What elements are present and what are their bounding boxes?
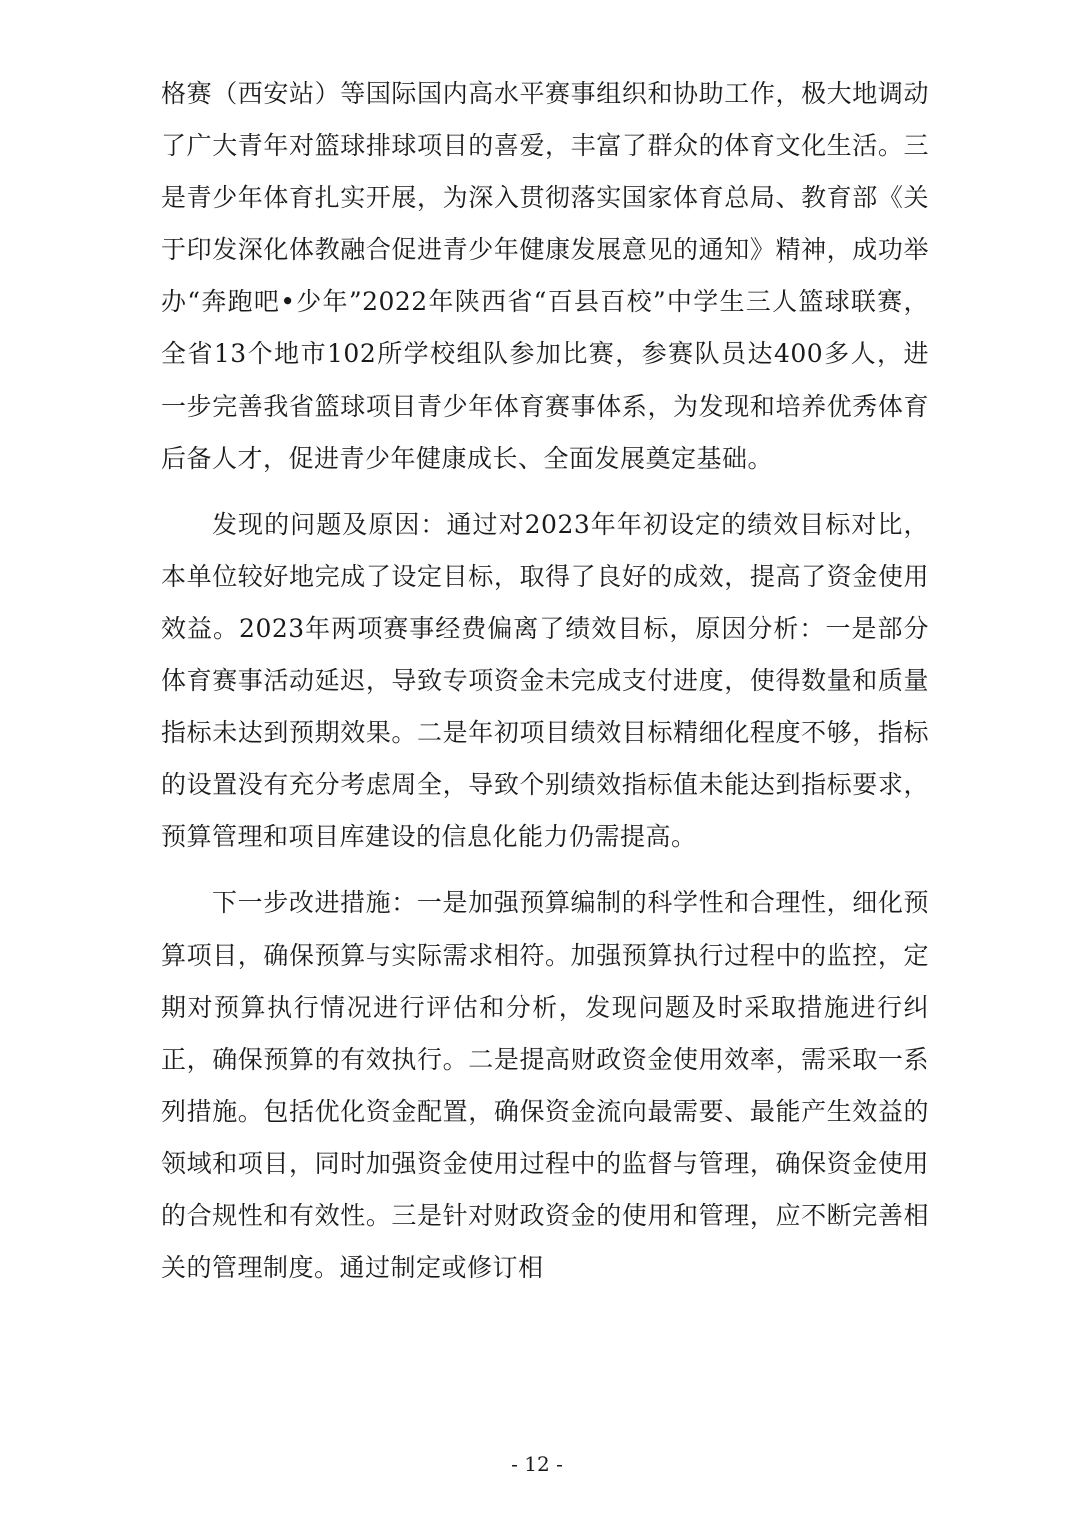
paragraph-achievements-continued: 格赛（西安站）等国际国内高水平赛事组织和协助工作，极大地调动了广大青年对篮球排球项目的喜爱，丰富了群众的体育文化生活。三是青少年体育扎实开展，为深入贯彻落实国家体育总局、教育部《关于印发深化体教融合促进青少年健康发展意见的通知》精神，成功举办“奔跑吧•少年”2022年陕西省“百县百校”中学生三人篮球联赛，全省13个地市102所学校组队参加比赛，参赛队员达400多人，进一步完善我省篮球项目青少年体育赛事体系，为发现和培养优秀体育后备人才，促进青少年健康成长、全面发展奠定基础。 [161,79,929,473]
page-number: - 12 - [511,1452,563,1476]
paragraph-improvement-measures: 下一步改进措施：一是加强预算编制的科学性和合理性，细化预算项目，确保预算与实际需求相符。加强预算执行过程中的监控，定期对预算执行情况进行评估和分析，发现问题及时采取措施进行纠正，确保预算的有效执行。二是提高财政资金使用效率，需采取一系列措施。包括优化资金配置，确保资金流向最需要、最能产生效益的领域和项目，同时加强资金使用过程中的监督与管理，确保资金使用的合规性和有效性。三是针对财政资金的使用和管理，应不断完善相关的管理制度。通过制定或修订相 [161,888,929,1283]
body-text [161,68,929,1308]
paragraph-problems-and-causes: 发现的问题及原因：通过对2023年年初设定的绩效目标对比，本单位较好地完成了设定目标，取得了良好的成效，提高了资金使用效益。2023年两项赛事经费偏离了绩效目标，原因分析：一是部分体育赛事活动延迟，导致专项资金未完成支付进度，使得数量和质量指标未达到预期效果。二是年初项目绩效目标精细化程度不够，指标的设置没有充分考虑周全，导致个别绩效指标值未能达到指标要求，预算管理和项目库建设的信息化能力仍需提高。 [161,509,929,852]
